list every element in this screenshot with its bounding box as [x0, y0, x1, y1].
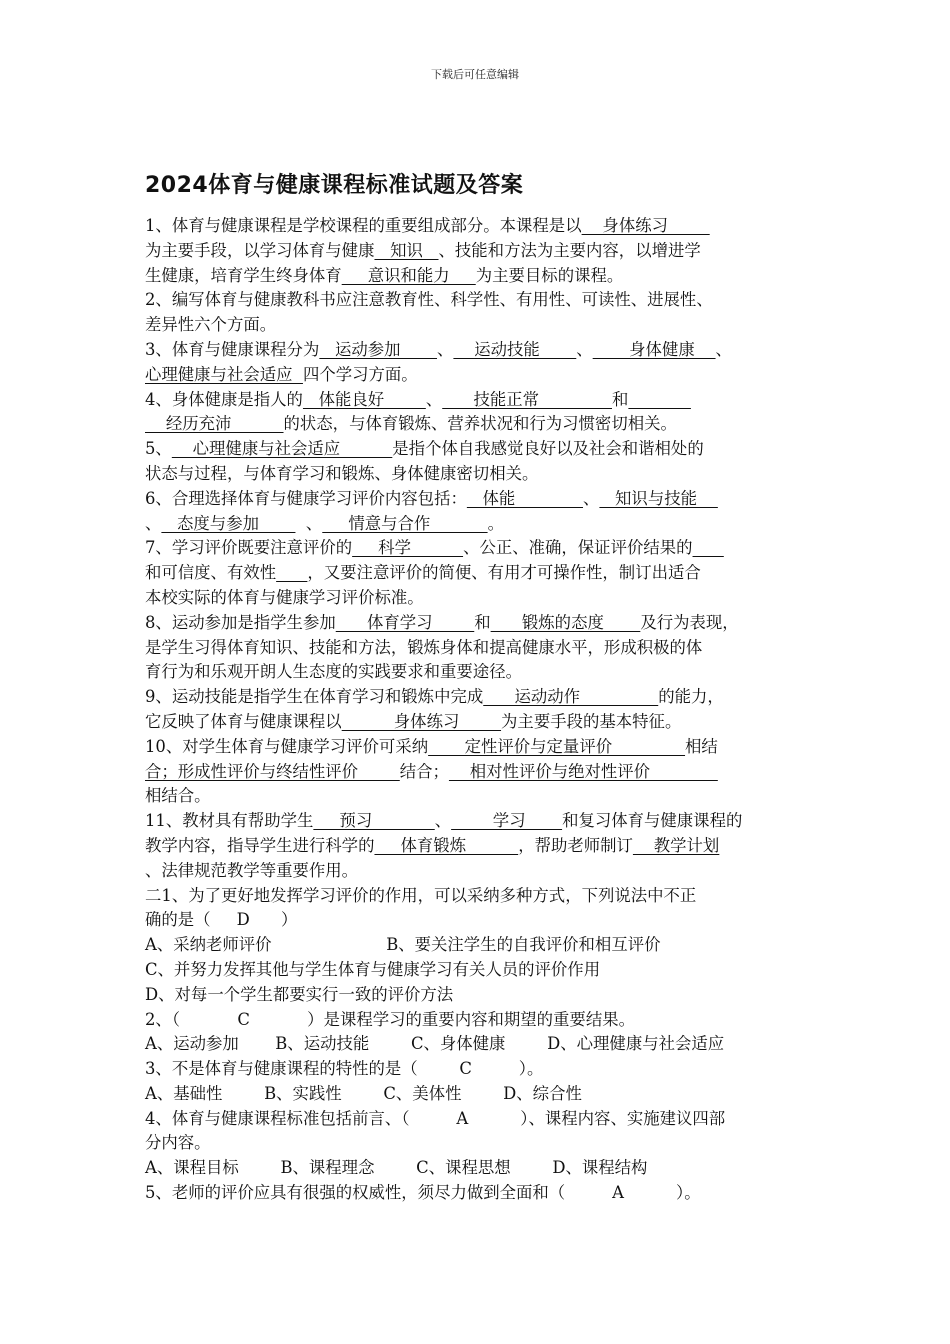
text-run: C、并努力发挥其他与学生体育与健康学习有关人员的评价作用 [145, 959, 601, 979]
text-run: ，帮助老师制订 [518, 835, 633, 855]
text-line [145, 487, 810, 512]
text-run: 本校实际的体育与健康学习评价标准。 [145, 587, 424, 607]
answer-blank: 锻炼的态度 [490, 612, 641, 632]
answer-blank: 情意与合作 [322, 513, 488, 533]
text-line [145, 636, 810, 661]
text-line [145, 512, 810, 537]
text-line [145, 710, 810, 735]
text-line [145, 933, 810, 958]
text-run: 、 [434, 811, 452, 831]
text-run: 、技能和方法为主要内容，以增进学 [438, 240, 701, 260]
answer-blank: 身体练习 [341, 711, 502, 731]
text-line [145, 611, 810, 636]
text-run: 是学生习得体育知识、技能和方法，锻炼身体和提高健康水平，形成积极的体 [145, 637, 703, 657]
answer-blank: 意识和能力 [341, 265, 476, 285]
text-line [145, 1057, 810, 1082]
text-line [145, 214, 810, 239]
answer-blank: 心理健康与社会适应 [145, 364, 303, 384]
text-line [145, 685, 810, 710]
answer-blank: 技能正常 [442, 389, 612, 409]
answer-blank: 科学 [352, 538, 464, 558]
answer-blank: 体育锻炼 [374, 835, 519, 855]
text-line [145, 363, 810, 388]
text-line [145, 1181, 810, 1206]
text-line [145, 264, 810, 289]
text-run: 四个学习方面。 [302, 364, 418, 384]
answer-blank: 学习 [451, 811, 563, 831]
text-run: 、 [576, 339, 593, 359]
text-line [145, 958, 810, 983]
text-line [145, 735, 810, 760]
answer-blank: 体育学习 [335, 612, 475, 632]
text-run: 和 [611, 389, 629, 409]
text-run: 11、教材具有帮助学生 [145, 811, 314, 831]
text-run: 2、（ C ）是课程学习的重要内容和期望的重要结果。 [145, 1009, 635, 1029]
text-line [145, 859, 810, 884]
text-line [145, 660, 810, 685]
text-run: 6、合理选择体育与健康学习评价内容包括： [145, 488, 467, 508]
text-run: 生健康，培育学生终身体育 [145, 265, 342, 285]
answer-blank: 合；形成性评价与终结性评价 [145, 761, 400, 781]
text-line [145, 1082, 810, 1107]
answer-blank: 知识与技能 [599, 488, 718, 508]
answer-blank: 态度与参加 [161, 513, 296, 533]
answer-blank: 运动动作 [483, 687, 659, 707]
document-body [145, 214, 810, 1206]
text-line [145, 412, 810, 437]
text-line [145, 834, 810, 859]
answer-blank [276, 563, 307, 582]
text-run: 确的是（ D ） [145, 910, 298, 930]
text-line [145, 338, 810, 363]
text-run: 10、对学生体育与健康学习评价可采纳 [145, 736, 429, 756]
answer-blank: 身体健康 [592, 339, 716, 359]
text-line [145, 388, 810, 413]
text-run: 、 [145, 513, 162, 533]
text-run: 、 [583, 488, 600, 508]
text-run: 、公正、准确，保证评价结果的 [463, 538, 693, 558]
text-run: 差异性六个方面。 [145, 315, 277, 335]
text-line [145, 536, 810, 561]
text-run: 3、不是体育与健康课程的特性的是（ C ）。 [145, 1059, 544, 1079]
text-line [145, 1156, 810, 1181]
text-run: 及行为表现， [640, 612, 739, 632]
text-run: 、 [437, 339, 454, 359]
answer-blank: 知识 [374, 240, 439, 260]
answer-blank [693, 538, 724, 557]
answer-blank: 定性评价与定量评价 [428, 736, 686, 756]
text-line [145, 1032, 810, 1057]
answer-blank: 预习 [313, 811, 435, 831]
text-run: 状态与过程，与体育学习和锻炼、身体健康密切相关。 [145, 463, 539, 483]
answer-blank: 体能 [466, 488, 584, 508]
text-run: 4、体育与健康课程标准包括前言、（ A ）、课程内容、实施建议四部 [145, 1108, 726, 1128]
text-run: 7、学习评价既要注意评价的 [145, 538, 353, 558]
text-run: 9、运动技能是指学生在体育学习和锻炼中完成 [145, 687, 484, 707]
answer-blank: 教学计划 [632, 835, 720, 855]
text-run: 5、老师的评价应具有很强的权威性，须尽力做到全面和（ A ）。 [145, 1183, 701, 1203]
text-run: 二1、为了更好地发挥学习评价的作用，可以采纳多种方式，下列说法中不正 [145, 885, 697, 905]
text-run: 。 [487, 513, 504, 533]
text-line [145, 586, 810, 611]
text-run: 、 [425, 389, 443, 409]
text-line [145, 760, 810, 785]
text-run: 相结 [685, 736, 718, 756]
answer-blank: 运动参加 [319, 339, 438, 359]
answer-blank: 心理健康与社会适应 [171, 439, 393, 459]
text-run: A、运动参加 B、运动技能 C、身体健康 D、心理健康与社会适应 [145, 1034, 725, 1054]
text-line [145, 288, 810, 313]
page-header: 下载后可任意编辑 [431, 68, 519, 81]
text-run: 为主要目标的课程。 [475, 265, 624, 285]
text-run: 3、体育与健康课程分为 [145, 339, 320, 359]
text-line [145, 313, 810, 338]
text-run: 、 [295, 513, 323, 533]
answer-blank: 运动技能 [453, 339, 577, 359]
text-line [145, 1131, 810, 1156]
answer-blank: 经历充沛 [145, 414, 284, 434]
text-line [145, 561, 810, 586]
answer-blank: 身体练习 [581, 216, 710, 235]
text-line [145, 437, 810, 462]
text-line [145, 239, 810, 264]
text-run: 结合； [399, 761, 449, 781]
text-run: 8、运动参加是指学生参加 [145, 612, 336, 632]
text-run: A、采纳老师评价 B、要关注学生的自我评价和相互评价 [145, 935, 661, 955]
text-line [145, 1107, 810, 1132]
document-title: 2024体育与健康课程标准试题及答案 [145, 173, 524, 198]
text-line [145, 884, 810, 909]
text-run: 、法律规范教学等重要作用。 [145, 860, 359, 880]
text-run: 是指个体自我感觉良好以及社会和谐相处的 [392, 439, 704, 459]
text-line [145, 908, 810, 933]
text-line [145, 462, 810, 487]
text-run: A、课程目标 B、课程理念 C、课程思想 D、课程结构 [145, 1158, 648, 1178]
text-run: 相结合。 [145, 786, 211, 806]
answer-blank [628, 390, 691, 409]
answer-blank: 相对性评价与绝对性评价 [448, 761, 718, 781]
text-run: 它反映了体育与健康课程以 [145, 711, 342, 731]
text-run: 5、 [145, 439, 172, 459]
text-run: 育行为和乐观开朗人生态度的实践要求和重要途径。 [145, 662, 522, 682]
text-line [145, 784, 810, 809]
text-run: 教学内容，指导学生进行科学的 [145, 835, 375, 855]
answer-blank: 体能良好 [302, 389, 426, 409]
text-line [145, 1008, 810, 1033]
text-run: 和 [474, 612, 491, 632]
text-run: 、 [715, 339, 732, 359]
text-run: 为主要手段的基本特征。 [501, 711, 682, 731]
text-run: 1、体育与健康课程是学校课程的重要组成部分。本课程是以 [145, 216, 582, 235]
text-run: ，又要注意评价的简便、有用才可操作性，制订出适合 [307, 563, 701, 583]
text-run: 为主要手段，以学习体育与健康 [145, 240, 375, 260]
text-run: D、对每一个学生都要实行一致的评价方法 [145, 984, 454, 1004]
text-run: 的能力， [658, 687, 724, 707]
text-line [145, 983, 810, 1008]
text-line [145, 809, 810, 834]
text-run: 4、身体健康是指人的 [145, 389, 303, 409]
text-run: 2、编写体育与健康教科书应注意教育性、科学性、有用性、可读性、进展性、 [145, 290, 713, 310]
text-run: 和复习体育与健康课程的 [562, 811, 743, 831]
text-run: 分内容。 [145, 1133, 211, 1153]
text-run: 的状态，与体育锻炼、营养状况和行为习惯密切相关。 [283, 414, 677, 434]
text-run: 和可信度、有效性 [145, 563, 277, 583]
text-run: A、基础性 B、实践性 C、美体性 D、综合性 [145, 1083, 582, 1103]
